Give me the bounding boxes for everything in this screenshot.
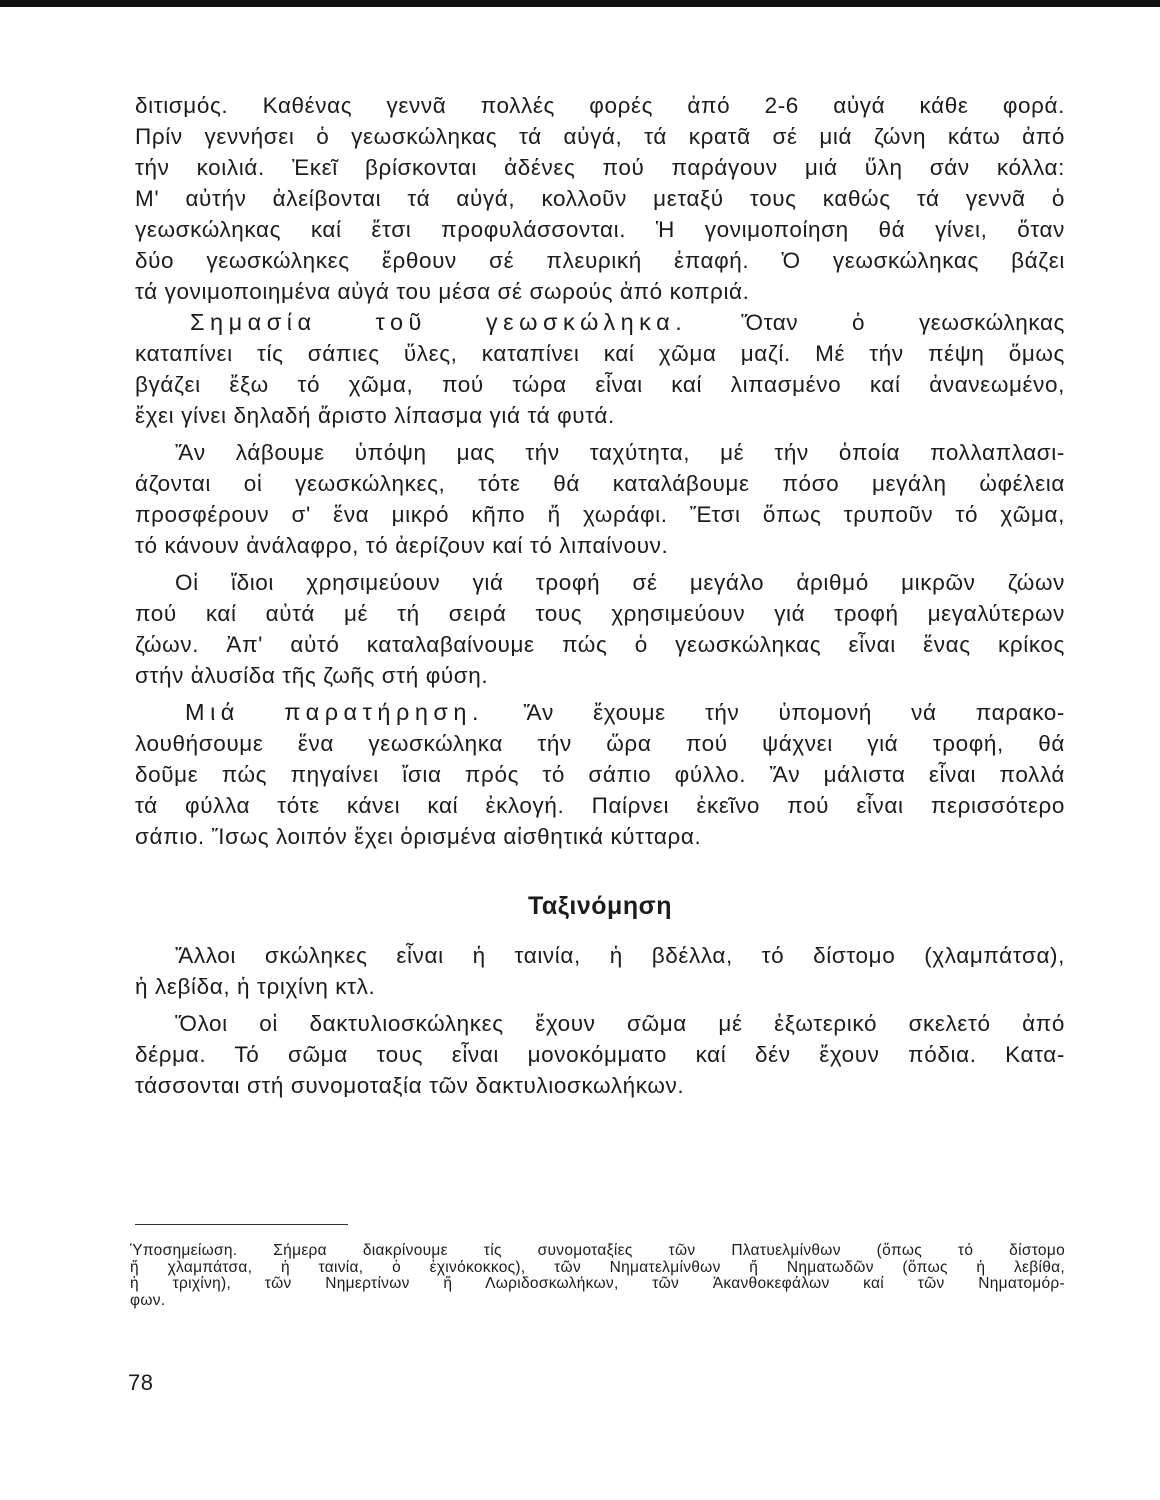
text-line: Σημασία τοῦ γεωσκώληκα. Ὅταν ὁ γεωσκώληκας bbox=[190, 309, 1065, 335]
text-line: τά φύλλα τότε κάνει καί ἐκλογή. Παίρνει ἐκεῖνο πού εἶναι περισσότερο bbox=[135, 793, 1065, 818]
text-line: τό κάνουν ἀνάλαφρο, τό ἀερίζουν καί τό λιπαίνουν. bbox=[135, 533, 669, 558]
text-line: δύο γεωσκώληκες ἔρθουν σέ πλευρική ἐπαφή. Ὁ γεωσκώληκας βάζει bbox=[135, 248, 1065, 273]
text-line: τά γονιμοποιημένα αὐγά του μέσα σέ σωρούς ἀπό κοπριά. bbox=[135, 279, 750, 304]
text-line: Μιά παρατήρηση. Ἄν ἔχουμε τήν ὑπομονή νά παρακο- bbox=[185, 699, 1066, 725]
footnote-line: φων. bbox=[130, 1291, 166, 1309]
text-line: Οἱ ἴδιοι χρησιμεύουν γιά τροφή σέ μεγάλο ἀριθμό μικρῶν ζώων bbox=[175, 570, 1065, 595]
paragraph-reproduction bbox=[135, 90, 1065, 307]
footnote-line: ἡ τριχίνη), τῶν Νημερτίνων ἤ Λωριδοσκωλήκων, τῶν Ἀκανθοκεφάλων καί τῶν Νηματομόρ- bbox=[130, 1275, 1065, 1292]
page-number: 78 bbox=[128, 1370, 154, 1395]
text-line: διτισμός. Καθένας γεννᾶ πολλές φορές ἀπό 2-6 αὐγά κάθε φορά. bbox=[135, 93, 1065, 118]
paragraph-importance bbox=[135, 307, 1065, 431]
text-line: ἔχει γίνει δηλαδή ἄριστο λίπασμα γιά τά φυτά. bbox=[135, 403, 615, 428]
text-line: γεωσκώληκας καί ἔτσι προφυλάσσονται. Ἡ γονιμοποίηση θά γίνει, ὅταν bbox=[135, 217, 1065, 242]
text-line: πού καί αὐτά μέ τή σειρά τους χρησιμεύουν γιά τροφή μεγαλύτερων bbox=[135, 601, 1065, 626]
paragraph-annelids bbox=[135, 1008, 1065, 1101]
section-title: Ταξινόμηση bbox=[528, 892, 672, 920]
footnote bbox=[130, 1243, 1065, 1309]
text-line: στήν ἁλυσίδα τῆς ζωῆς στή φύση. bbox=[135, 663, 489, 688]
text-line: άζονται οἱ γεωσκώληκες, τότε θά καταλάβουμε πόσο μεγάλη ὠφέλεια bbox=[135, 471, 1065, 496]
text-line: δοῦμε πώς πηγαίνει ἴσια πρός τό σάπιο φύλλο. Ἄν μάλιστα εἶναι πολλά bbox=[135, 762, 1065, 787]
footnote-line: ἤ χλαμπάτσα, ἡ ταινία, ὁ ἐχινόκοκκος), τῶν Νηματελμίνθων ἤ Νηματωδῶν (ὅπως ἡ λεβίθα, bbox=[130, 1258, 1065, 1276]
paragraph-other-worms bbox=[135, 940, 1065, 1002]
text-line: σάπιο. Ἴσως λοιπόν ἔχει ὁρισμένα αἰσθητικά κύτταρα. bbox=[135, 824, 702, 849]
footnote-line: Ὑποσημείωση. Σήμερα διακρίνουμε τίς συνομοταξίες τῶν Πλατυελμίνθων (ὅπως τό δίστομο bbox=[130, 1242, 1065, 1259]
text-line: Ὅλοι οἱ δακτυλιοσκώληκες ἔχουν σῶμα μέ ἐξωτερικό σκελετό ἀπό bbox=[175, 1011, 1065, 1036]
text-line: δέρμα. Τό σῶμα τους εἶναι μονοκόμματο καί δέν ἔχουν πόδια. Κατα- bbox=[135, 1042, 1065, 1067]
text-line: Πρίν γεννήσει ὁ γεωσκώληκας τά αὐγά, τά κρατᾶ σέ μιά ζώνη κάτω ἀπό bbox=[135, 124, 1065, 149]
text-line: προσφέρουν σ' ἕνα μικρό κῆπο ἤ χωράφι. Ἔτσι ὅπως τρυποῦν τό χῶμα, bbox=[135, 502, 1065, 527]
text-line: Ἄλλοι σκώληκες εἶναι ἡ ταινία, ἡ βδέλλα, τό δίστομο (χλαμπάτσα), bbox=[175, 943, 1065, 968]
paragraph-observation bbox=[135, 697, 1065, 852]
text-line: καταπίνει τίς σάπιες ὕλες, καταπίνει καί χῶμα μαζί. Μέ τήν πέψη ὅμως bbox=[135, 341, 1065, 366]
page-body bbox=[135, 90, 1065, 1101]
inline-heading-importance: Σημασία τοῦ γεωσκώληκα. bbox=[190, 309, 688, 335]
scan-top-border bbox=[0, 0, 1160, 7]
footnote-divider bbox=[135, 1224, 348, 1225]
inline-heading-observation: Μιά παρατήρηση. bbox=[185, 699, 485, 725]
text-line: λουθήσουμε ἕνα γεωσκώληκα τήν ὥρα πού ψάχνει γιά τροφή, θά bbox=[135, 731, 1065, 756]
text-line: ζώων. Ἀπ' αὐτό καταλαβαίνουμε πώς ὁ γεωσκώληκας εἶναι ἕνας κρίκος bbox=[135, 632, 1065, 657]
text-line: ἡ λεβίδα, ἡ τριχίνη κτλ. bbox=[135, 974, 376, 999]
text-line: τήν κοιλιά. Ἐκεῖ βρίσκονται ἀδένες πού παράγουν μιά ὕλη σάν κόλλα: bbox=[135, 155, 1065, 180]
paragraph-benefit bbox=[135, 437, 1065, 561]
text-line: Μ' αὐτήν ἀλείβονται τά αὐγά, κολλοῦν μεταξύ τους καθώς τά γεννᾶ ὁ bbox=[135, 186, 1065, 211]
text-line: Ἄν λάβουμε ὑπόψη μας τήν ταχύτητα, μέ τήν ὁποία πολλαπλασι- bbox=[175, 440, 1065, 465]
paragraph-food-chain bbox=[135, 567, 1065, 691]
text-line: βγάζει ἔξω τό χῶμα, πού τώρα εἶναι καί λιπασμένο καί ἀνανεωμένο, bbox=[135, 372, 1065, 397]
text-line: τάσσονται στή συνομοταξία τῶν δακτυλιοσκωλήκων. bbox=[135, 1073, 685, 1098]
